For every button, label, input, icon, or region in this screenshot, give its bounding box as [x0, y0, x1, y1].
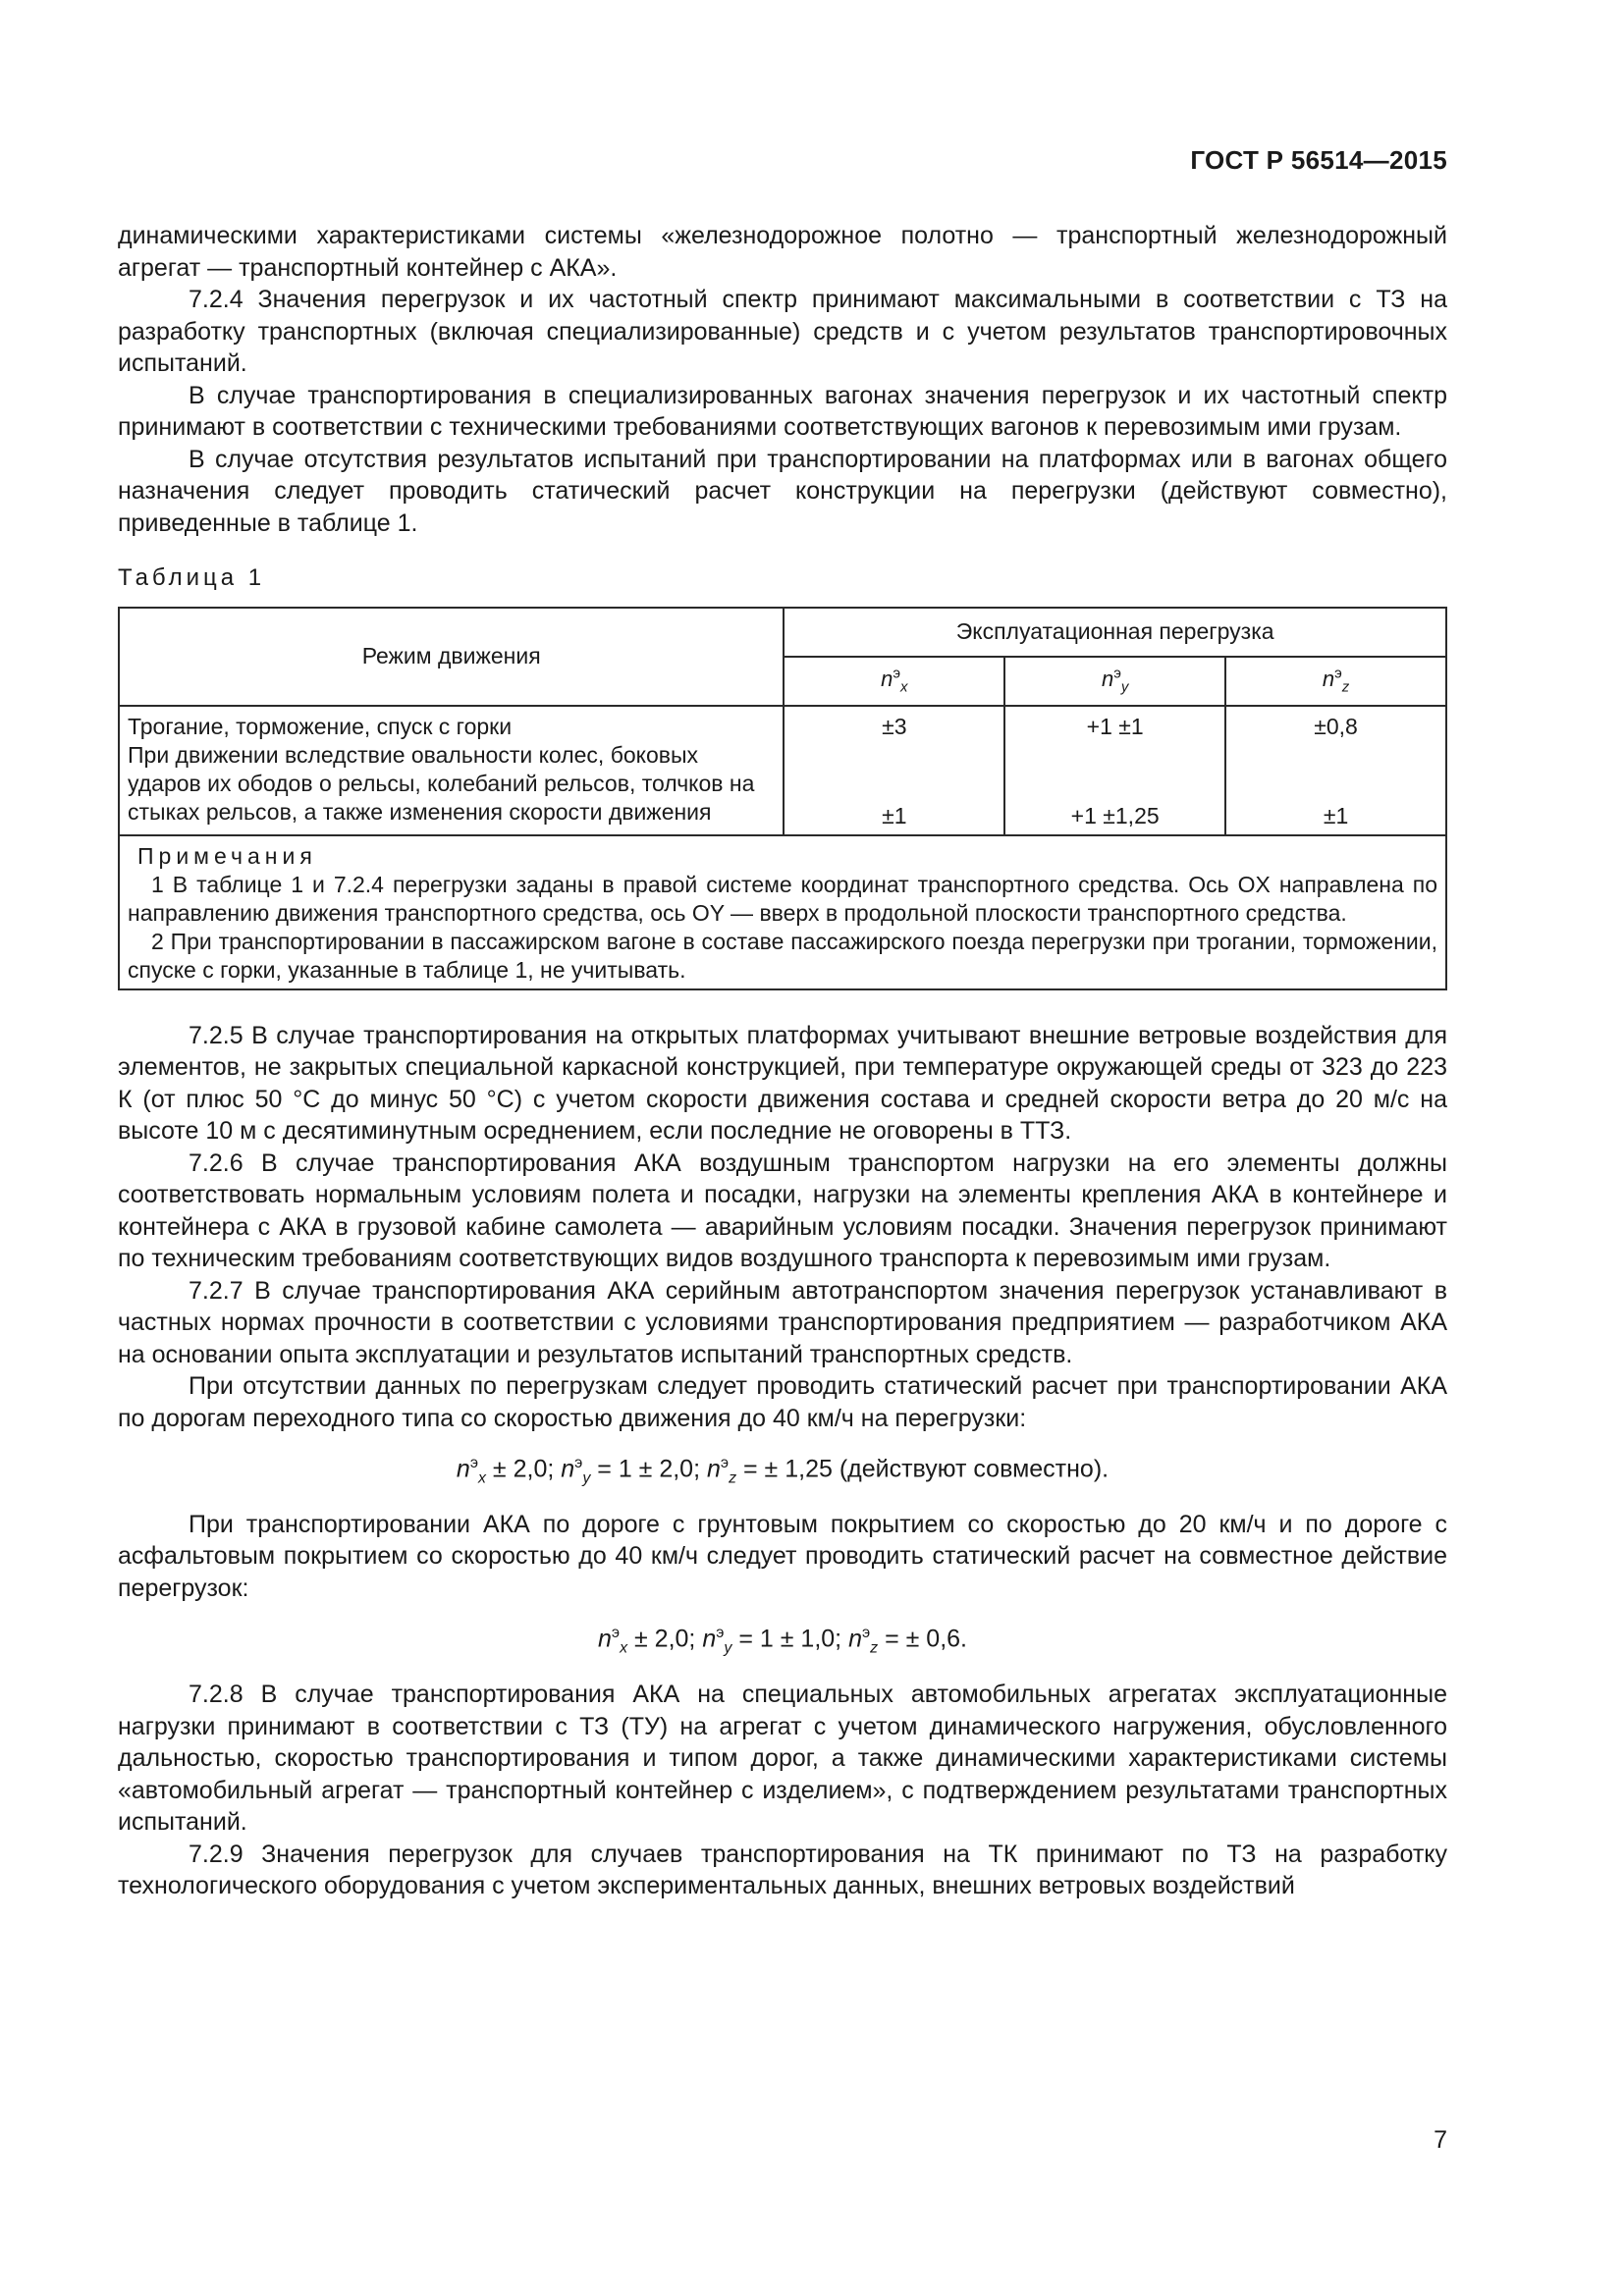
paragraph-7-2-4: 7.2.4 Значения перегрузок и их частотный спектр принимают максимальными в соответствии с ТЗ на разработку транспортных (включая специализированные) средств и с учетом результатов транспортировочных испытаний.	[118, 286, 1447, 377]
paragraph-no-overload-data: При отсутствии данных по перегрузкам следует проводить статический расчет при транспортировании АКА по дорогам переходного типа со скоростью движения до 40 км/ч на перегрузки:	[118, 1372, 1447, 1432]
header-nz: $n^э_z$	[1225, 657, 1446, 706]
formula-dirt-asphalt: $n^э_x \pm 2,0$; $n^э_y = 1 \pm 1,0$; $n^э_z$ = ± 0,6.	[597, 1625, 967, 1657]
table-caption: Таблица 1	[118, 564, 266, 591]
cell-nz: ±0,8 ±1	[1225, 706, 1446, 835]
page-content	[118, 220, 1447, 1902]
standard-header: ГОСТ Р 56514—2015	[1190, 145, 1447, 175]
header-ny: $n^э_y$	[1004, 657, 1225, 706]
paragraph-7-2-6: 7.2.6 В случае транспортирования АКА воздушным транспортом нагрузки на его элементы должны соответствовать нормальным условиям полета и посадки, нагрузки на элементы крепления АКА в контейнере и контейнера с АКА в грузовой кабине самолета — аварийным условиям посадки. Значения перегрузок принимают по техническим требованиям соответствующих видов воздушного транспорта к перевозимым ими грузам.	[118, 1148, 1447, 1272]
header-motion-mode: Режим движения	[119, 608, 784, 706]
note-1: 1 В таблице 1 и 7.2.4 перегрузки заданы в правой системе координат транспортного средства. Ось OX направлена по направлению движения транспортного средства, ось OY — вверх в продольной плоскости транспортного средства.	[128, 871, 1437, 926]
paragraph-continuation: динамическими характеристиками системы «железнодорожное полотно — транспортный железнодорожный агрегат — транспортный контейнер с АКА».	[118, 222, 1447, 282]
paragraph-no-test-results: В случае отсутствия результатов испытаний при транспортировании на платформах или в вагонах общего назначения следует проводить статический расчет конструкции на перегрузки (действуют совместно), приведенные в таблице 1.	[118, 445, 1447, 537]
table-notes	[119, 835, 1446, 989]
paragraph-special-wagons: В случае транспортирования в специализированных вагонах значения перегрузок и их частотный спектр принимают в соответствии с техническими требованиями соответствующих вагонов к перевозимым ими грузам.	[118, 381, 1447, 441]
row-ovality: При движении вследствие овальности колес, боковых ударов их ободов о рельсы, колебаний рельсов, толчков на стыках рельсов, а также изменения скорости движения	[128, 741, 755, 825]
notes-title: Примечания	[137, 842, 317, 869]
paragraph-7-2-9: 7.2.9 Значения перегрузок для случаев транспортирования на ТК принимают по ТЗ на разработку технологического оборудования с учетом экспериментальных данных, внешних ветровых воздействий	[118, 1840, 1447, 1900]
note-2: 2 При транспортировании в пассажирском вагоне в составе пассажирского поезда перегрузки при трогании, торможении, спуске с горки, указанные в таблице 1, не учитывать.	[128, 928, 1437, 983]
formula-transition-roads: $n^э_x \pm 2,0$; $n^э_y = 1 \pm 2,0$; $n^э_z$ = ± 1,25 (действуют совместно).	[456, 1455, 1110, 1487]
paragraph-7-2-8: 7.2.8 В случае транспортирования АКА на специальных автомобильных агрегатах эксплуатационные нагрузки принимают в соответствии с ТЗ (ТУ) на агрегат с учетом динамического нагружения, обусловленного дальностью, скоростью транспортирования и типом дорог, а также динамическими характеристиками системы «автомобильный агрегат — транспортный контейнер с изделием», с подтверждением результатами транспортных испытаний.	[118, 1681, 1447, 1837]
header-operational-overload: Эксплуатационная перегрузка	[784, 608, 1446, 657]
table-row-modes	[119, 706, 784, 835]
paragraph-7-2-5: 7.2.5 В случае транспортирования на открытых платформах учитывают внешние ветровые воздействия для элементов, не закрытых специальной каркасной конструкцией, при температуре окружающей среды от 323 до 223 К (от плюс 50 °С до минус 50 °С) с учетом скорости движения состава и средней скорости ветра до 20 м/с на высоте 10 м с десятиминутным осреднением, если последние не оговорены в ТТЗ.	[118, 1021, 1447, 1145]
paragraph-7-2-7: 7.2.7 В случае транспортирования АКА серийным автотранспортом значения перегрузок устанавливают в частных нормах прочности в соответствии с условиями транспортирования предприятием — разработчиком АКА на основании опыта эксплуатации и результатов испытаний транспортных средств.	[118, 1276, 1447, 1368]
overload-table	[118, 607, 1447, 990]
cell-nx: ±3 ±1	[784, 706, 1004, 835]
row-start-brake: Трогание, торможение, спуск с горки	[128, 713, 513, 739]
paragraph-dirt-asphalt: При транспортировании АКА по дороге с грунтовым покрытием со скоростью до 20 км/ч и по дороге с асфальтовым покрытием со скоростью до 40 км/ч следует проводить статический расчет на совместное действие перегрузок:	[118, 1510, 1447, 1602]
page-number: 7	[1434, 2126, 1447, 2154]
header-nx: $n^э_x$	[784, 657, 1004, 706]
cell-ny: +1 ±1 +1 ±1,25	[1004, 706, 1225, 835]
